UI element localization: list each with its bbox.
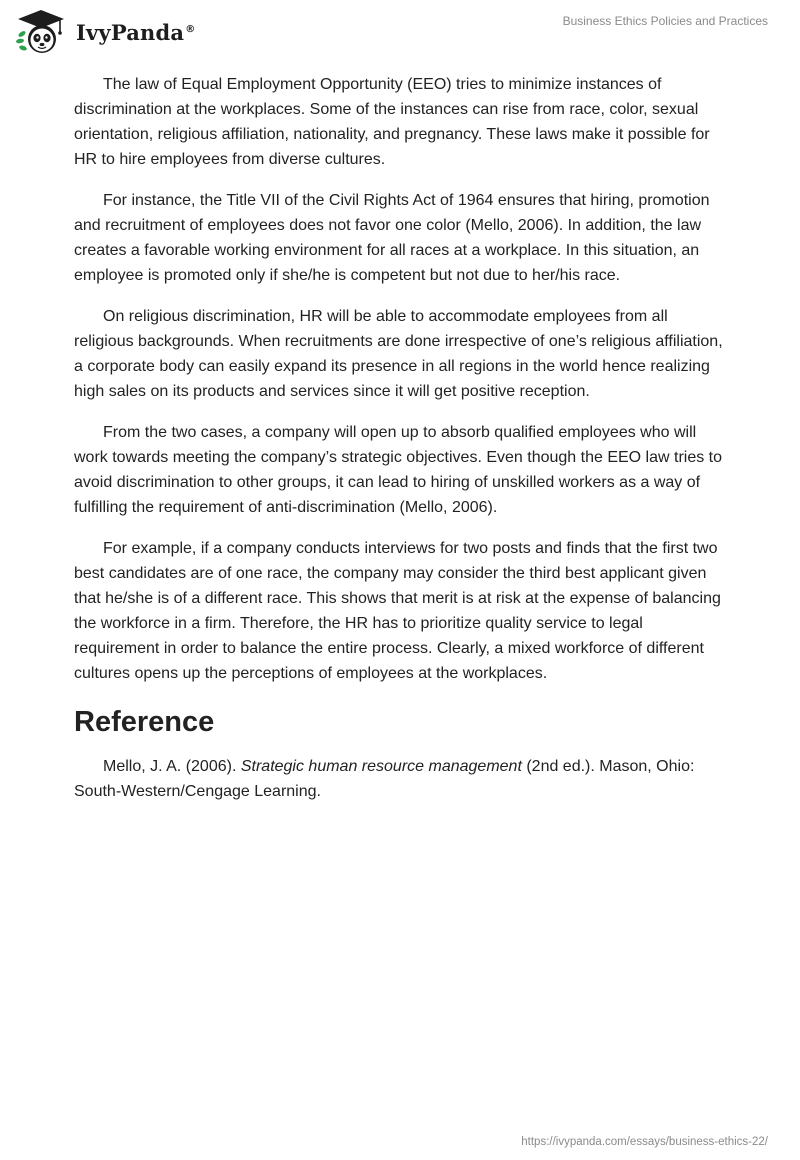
reference-author-date: Mello, J. A. (2006). bbox=[103, 758, 241, 775]
running-title: Business Ethics Policies and Practices bbox=[562, 14, 768, 28]
reference-publisher: (2nd ed.). Mason, Ohio: South-Western/Cengage Learning. bbox=[74, 758, 695, 800]
body-paragraph: From the two cases, a company will open up to absorb qualified employees who will work towards meeting the company’s strategic objectives. Even though the EEO law tries to avoid discrimination to other groups, it can lead to hiring of unskilled workers as a way of fulfilling the requirement of anti-discrimination (Mello, 2006). bbox=[74, 424, 723, 516]
panda-graduate-icon bbox=[14, 8, 68, 56]
body-paragraph: On religious discrimination, HR will be able to accommodate employees from all religious backgrounds. When recruitments are done irrespective of one’s religious affiliation, a corporate body can easily expand its presence in all regions in the world hence realizing high sales on its products and services since it will get positive reception. bbox=[74, 308, 723, 400]
reference-title: Strategic human resource management bbox=[240, 758, 522, 775]
reference-heading: Reference bbox=[74, 706, 215, 738]
body-paragraph: For instance, the Title VII of the Civil Rights Act of 1964 ensures that hiring, promotion and recruitment of employees does not favor one color (Mello, 2006). In addition, the law creates a favorable working environment for all races at a workplace. In this situation, an employee is promoted only if she/he is competent but not due to her/his race. bbox=[74, 192, 710, 284]
essay-body bbox=[74, 72, 726, 820]
body-paragraph: The law of Equal Employment Opportunity (EEO) tries to minimize instances of discrimination at the workplaces. Some of the instances can rise from race, color, sexual orientation, religious affiliation, nationality, and pregnancy. These laws make it possible for HR to hire employees from diverse cultures. bbox=[74, 76, 710, 168]
page-header bbox=[0, 0, 800, 64]
ivypanda-logo[interactable] bbox=[14, 8, 195, 56]
brand-name: IvyPanda® bbox=[76, 19, 196, 45]
body-paragraph: For example, if a company conducts interviews for two posts and finds that the first two best candidates are of one race, the company may consider the third best applicant given that he/she is of a different race. This shows that merit is at risk at the expense of balancing the workforce in a firm. Therefore, the HR has to prioritize quality service to legal requirement in order to balance the entire process. Clearly, a mixed workforce of different cultures opens up the perceptions of employees at the workplaces. bbox=[74, 540, 721, 682]
registered-mark: ® bbox=[185, 23, 196, 35]
reference-entry bbox=[74, 754, 726, 804]
source-url[interactable]: https://ivypanda.com/essays/business-ethics-22/ bbox=[521, 1136, 768, 1148]
